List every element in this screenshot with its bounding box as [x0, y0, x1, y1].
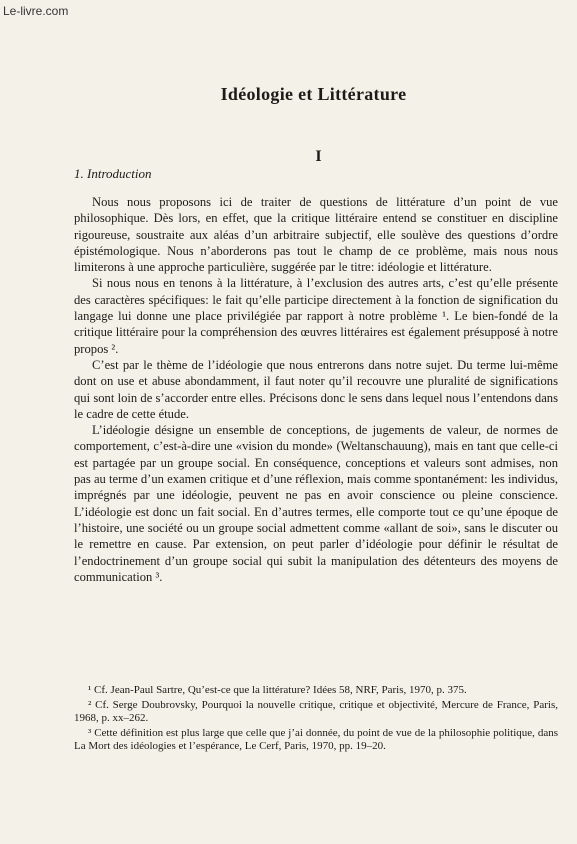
footnote: ² Cf. Serge Doubrovsky, Pourquoi la nouvelle critique, critique et objectivité, Mercure de France, Paris, 1968, p. xx–262. [74, 698, 558, 725]
paragraph: L’idéologie désigne un ensemble de conceptions, de jugements de valeur, de normes de comportement, c’est-à-dire une «vision du monde» (Weltanschauung), mais en tant que celle-ci est partagée par un groupe social. En conséquence, conceptions et valeurs sont admises, non pas au terme d’un examen critique et d’une réflexion, mais comme spontanément: les individus, imprégnés par une idéologie, peuvent ne pas en avoir conscience ou pleine conscience. L’idéologie est donc un fait social. En d’autres termes, elle comporte tout ce qu’une époque de l’histoire, une société ou un groupe social admettent comme «allant de soi», sans le discuter ou le remettre en cause. Par extension, on peut parler d’idéologie pour définir le résultat de l’endoctrinement d’un groupe social qui subit la manipulation des détenteurs des moyens de communication ³. [74, 423, 558, 584]
paragraph: Nous nous proposons ici de traiter de questions de littérature d’un point de vue philosophique. Dès lors, en effet, que la critique littéraire entend se constituer en discipline rigoureuse, soustraite aux aléas d’un arbitraire subjectif, elle soulève des questions d’ordre épistémologique. Nous n’aborderons pas tout le champ de ce problème, mais nous nous limiterons à une approche particulière, suggérée par le titre: idéologie et littérature. [74, 195, 558, 275]
section-heading: 1. Introduction [74, 166, 152, 181]
footnotes [74, 684, 558, 755]
watermark: Le-livre.com [3, 4, 69, 18]
paragraph: C’est par le thème de l’idéologie que nous entrerons dans notre sujet. Du terme lui-même dont on use et abuse abondamment, il faut noter qu’il recouvre une pluralité de significations qui sont loin de s’accorder entre elles. Précisons donc le sens dans lequel nous l’entendons dans le cadre de cette étude. [74, 357, 558, 421]
footnote: ¹ Cf. Jean-Paul Sartre, Qu’est-ce que la littérature? Idées 58, NRF, Paris, 1970, p. 375. [88, 684, 467, 696]
section-number: I [315, 148, 322, 165]
footnote: ³ Cette définition est plus large que celle que j’ai donnée, du point de vue de la philosophie politique, dans La Mort des idéologies et l’espérance, Le Cerf, Paris, 1970, pp. 19–20. [74, 726, 558, 753]
page-title: Idéologie et Littérature [220, 84, 407, 104]
body-text [74, 194, 558, 585]
paragraph: Si nous nous en tenons à la littérature, à l’exclusion des autres arts, c’est qu’elle présente des caractères spécifiques: le fait qu’elle participe directement à la fonction de signification du langage lui donne une place privilégiée par rapport à notre problème ¹. Le bien-fondé de la critique littéraire pour la compréhension des œuvres littéraires est également présupposé à notre propos ². [74, 276, 558, 356]
